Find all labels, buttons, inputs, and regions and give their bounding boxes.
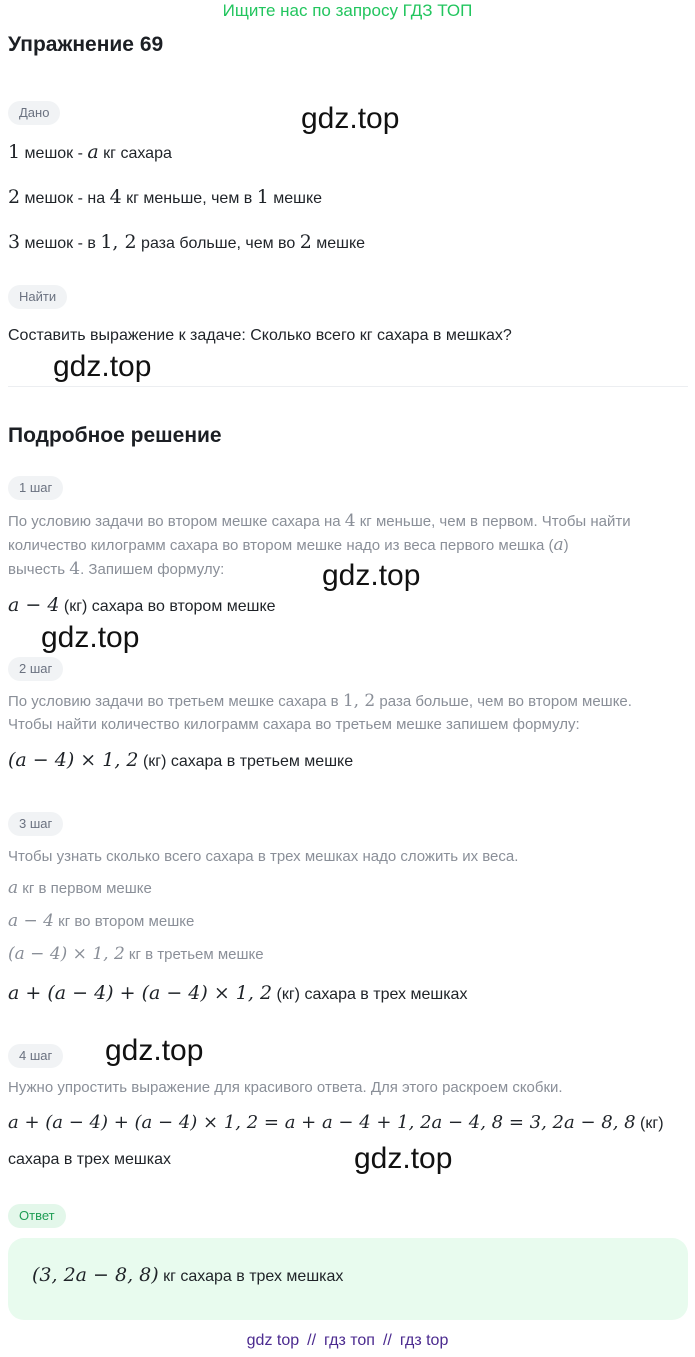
watermark: gdz.top: [41, 621, 140, 654]
watermark: gdz.top: [301, 102, 400, 135]
step-3-text: Чтобы узнать сколько всего сахара в трех мешках надо сложить их веса.: [8, 848, 519, 865]
step-3-item-3: (a − 4) × 1, 2 кг в третьем мешке: [8, 944, 264, 964]
step-4-formula: a + (a − 4) + (a − 4) × 1, 2 = a + a − 4 + 1, 2a − 4, 8 = 3, 2a − 8, 8 (кг): [8, 1112, 664, 1133]
step-2-text-line-2: Чтобы найти количество килограмм сахара во третьем мешке запишем формулу:: [8, 716, 580, 733]
step-1-text-line-1: По условию задачи во втором мешке сахара на 4 кг меньше, чем в первом. Чтобы найти: [8, 511, 631, 531]
step-2-label: 2 шаг: [8, 657, 63, 681]
footer-link-gdz-top[interactable]: gdz top: [246, 1332, 300, 1349]
footer-links: [0, 1332, 695, 1350]
divider: [8, 386, 688, 387]
step-1-formula: a − 4 (кг) сахара во втором мешке: [8, 594, 276, 616]
page-title: Упражнение 69: [8, 33, 164, 56]
step-1-label: 1 шаг: [8, 476, 63, 500]
watermark: gdz.top: [53, 350, 152, 383]
answer-label: Ответ: [8, 1204, 66, 1228]
footer-separator: //: [382, 1332, 392, 1349]
step-1-text-line-2: количество килограмм сахара во втором мешке надо из веса первого мешка (a): [8, 535, 569, 555]
promo-link[interactable]: Ищите нас по запросу ГДЗ ТОП: [222, 1, 473, 20]
step-4-text-tail: сахара в трех мешках: [8, 1151, 172, 1168]
footer-separator: //: [307, 1332, 317, 1349]
solution-title: Подробное решение: [8, 424, 222, 447]
given-label: Дано: [8, 101, 60, 125]
given-line-1: 1 мешок - a кг сахара: [8, 141, 172, 163]
step-4-text: Нужно упростить выражение для красивого ответа. Для этого раскроем скобки.: [8, 1079, 563, 1096]
step-3-formula: a + (a − 4) + (a − 4) × 1, 2 (кг) сахара в трех мешках: [8, 982, 468, 1004]
step-1-text-line-3: вычесть 4. Запишем формулу:: [8, 559, 225, 579]
step-3-item-2: a − 4 кг во втором мешке: [8, 911, 195, 931]
watermark: gdz.top: [354, 1142, 453, 1175]
step-2-text-line-1: По условию задачи во третьем мешке сахара в 1, 2 раза больше, чем во втором мешке.: [8, 691, 632, 711]
footer-link-gdz-top-ru[interactable]: гдз топ: [324, 1332, 375, 1349]
footer-link-gdz-top-mixed[interactable]: гдз top: [399, 1332, 449, 1349]
step-4-label: 4 шаг: [8, 1044, 63, 1068]
answer-text: (3, 2a − 8, 8) кг сахара в трех мешках: [32, 1264, 344, 1286]
given-line-2: 2 мешок - на 4 кг меньше, чем в 1 мешке: [8, 186, 323, 208]
find-label: Найти: [8, 285, 67, 309]
watermark: gdz.top: [322, 559, 421, 592]
step-3-label: 3 шаг: [8, 812, 63, 836]
given-line-3: 3 мешок - в 1, 2 раза больше, чем во 2 мешке: [8, 231, 366, 253]
step-2-formula: (a − 4) × 1, 2 (кг) сахара в третьем мешке: [8, 749, 354, 771]
find-text: Составить выражение к задаче: Сколько всего кг сахара в мешках?: [8, 327, 512, 344]
watermark: gdz.top: [105, 1034, 204, 1067]
step-3-item-1: a кг в первом мешке: [8, 878, 152, 898]
